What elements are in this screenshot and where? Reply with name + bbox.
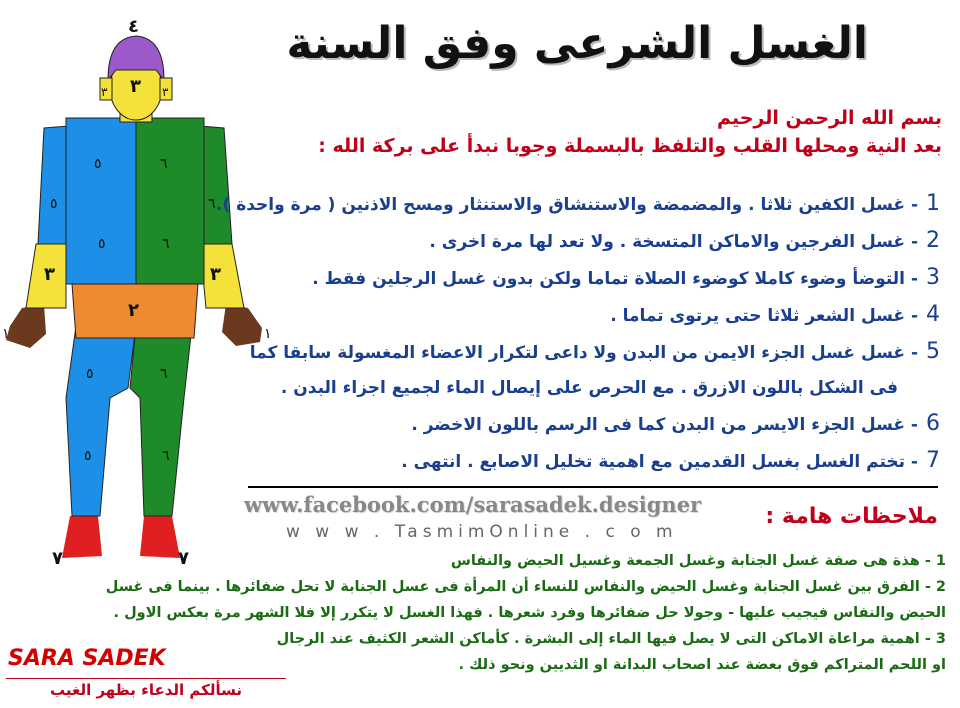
intention-line: بعد النية ومحلها القلب والتلفظ بالبسملة وجوبا نبدأ على بركة الله :: [318, 135, 942, 157]
zone-number-ear-right: ٣: [101, 85, 108, 99]
site-link: w w w . TasmimOnline . c o m: [286, 522, 678, 542]
zone-number-hand-left: ١: [264, 326, 272, 342]
zone-number-head: ٤: [128, 16, 139, 37]
step-number: 7: [926, 448, 940, 473]
upper-arm-right: [38, 126, 68, 244]
dua-line: نسألكم الدعاء بظهر الغيب: [6, 678, 286, 699]
step-text: - غسل الشعر ثلاثا حتى يرتوى تماما .: [610, 306, 918, 326]
step-text: - غسل الكفين ثلاثا . والمضمضة والاستنشاق والاستنثار ومسح الاذنين ( مرة واحدة ).: [216, 195, 918, 215]
intro: [252, 104, 942, 160]
forearm-left: [200, 244, 244, 308]
zone-number-blue: ٥: [94, 156, 102, 172]
step-number: 3: [926, 265, 940, 290]
step-item: [250, 406, 940, 443]
step-number: 1: [926, 191, 940, 216]
leg-left: [130, 326, 192, 516]
step-number: 4: [926, 302, 940, 327]
steps-list: [216, 186, 940, 480]
divider: [248, 486, 938, 488]
step-number: 6: [926, 411, 940, 436]
hand-right: [6, 304, 46, 348]
page-title: الغسل الشرعى وفق السنة: [286, 18, 868, 69]
zone-number-arm-left: ٣: [210, 264, 221, 285]
step-text: - غسل غسل الجزء الايمن من البدن ولا داعى لتكرار الاعضاء المغسولة سابقا كما: [249, 343, 918, 363]
zone-number-face: ٣: [130, 76, 141, 97]
step-text: - تختم الغسل بغسل القدمين مع اهمية تخليل الاصابع . انتهى .: [401, 452, 918, 472]
leg-right: [66, 326, 136, 516]
step-text: - غسل الفرجين والاماكن المتسخة . ولا تعد لها مرة اخرى .: [429, 232, 918, 252]
torso-right: [66, 118, 136, 284]
zone-number-ear-left: ٣: [162, 85, 169, 99]
step-item: [250, 223, 940, 260]
note-line: او اللحم المتراكم فوق بعضة عند اصحاب البدانة او الثديين ونحو ذلك .: [458, 657, 946, 673]
note-line: 2 - الفرق بين غسل الجنابة وغسل الحيض والنفاس للنساء أن المرأة فى عسل الجنابة لا تحل ضفائرها . بينما فى غسل: [105, 579, 946, 595]
zone-number-blue: ٥: [86, 366, 94, 382]
zone-number-foot-right: ٧: [52, 548, 63, 568]
zone-number-hand-right: ١: [2, 326, 10, 342]
basmala: بسم الله الرحمن الرحيم: [717, 107, 942, 129]
zone-number-green: ٦: [162, 448, 170, 464]
step-item: [250, 443, 940, 480]
step-text: - التوضأ وضوء كاملا كوضوء الصلاة تماما ولكن بدون غسل الرجلين فقط .: [312, 269, 918, 289]
zone-number-arm-right: ٣: [44, 264, 55, 285]
zone-number-blue: ٥: [50, 196, 58, 212]
step-item: [250, 297, 940, 334]
note-line: 1 - هذة هى صفة غسل الجنابة وغسل الجمعة وغسيل الحيض والنفاس: [450, 553, 946, 569]
zone-number-green: ٦: [160, 156, 168, 172]
step-item: [216, 186, 940, 223]
step-number: 5: [926, 339, 940, 364]
torso-left: [136, 118, 204, 284]
zone-number-hip: ٢: [128, 300, 139, 321]
notes-heading: ملاحظات هامة :: [765, 504, 938, 529]
step-text: - غسل الجزء الايسر من البدن كما فى الرسم باللون الاخضر .: [411, 415, 918, 435]
upper-arm-left: [200, 126, 232, 244]
note-line: الحيض والنفاس فيجيب عليها - وجولا حل ضفائرها وفرد شعرها . فهذا الغسل لا يتكرر إلا فلا الشهر مرة بعكس الاول .: [113, 605, 946, 621]
zone-number-green: ٦: [162, 236, 170, 252]
step-item: [250, 334, 940, 371]
zone-number-green: ٦: [160, 366, 168, 382]
zone-number-green: ٦: [208, 196, 216, 212]
step-item: [250, 260, 940, 297]
zone-number-blue: ٥: [98, 236, 106, 252]
step-continuation: فى الشكل باللون الازرق . مع الحرص على إيصال الماء لجميع اجزاء البدن .: [280, 378, 898, 398]
author-signature: SARA SADEK: [8, 646, 166, 671]
note-line: 3 - اهمية مراعاة الاماكن التى لا يصل فيها الماء إلى البشرة . كأماكن الشعر الكثيف عند الرجال: [276, 631, 946, 647]
step-number: 2: [926, 228, 940, 253]
zone-number-blue: ٥: [84, 448, 92, 464]
facebook-link: www.facebook.com/sarasadek.designer: [244, 492, 702, 517]
zone-number-foot-left: ٧: [178, 548, 189, 568]
